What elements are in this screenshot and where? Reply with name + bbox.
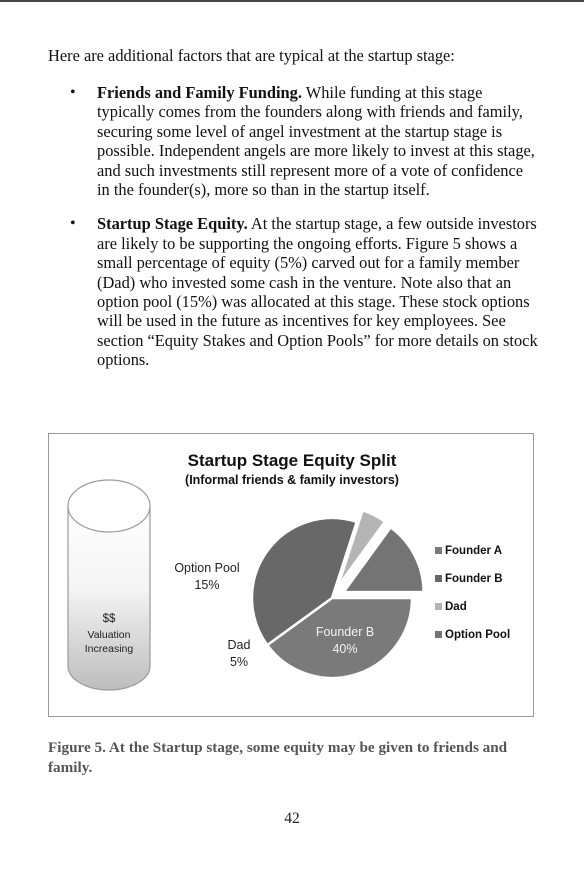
top-border [0, 0, 584, 2]
cylinder-body [68, 506, 150, 690]
legend-entry: Option Pool [445, 629, 511, 641]
bullet-text: While funding at this stage typically comes from the founders along with friends and family, securing some level of angel investment at the startup stage is possible. Independent angels are more likely to invest at this stage, and such investments still represent more of a vote of confidence in the founder(s), more so than in the startup itself. [97, 83, 535, 200]
chart-subtitle: (Informal friends & family investors) [185, 473, 399, 487]
page-number: 42 [284, 810, 300, 827]
slice-label-value: 15% [194, 578, 220, 592]
cylinder-top [68, 480, 150, 532]
bullet-title: Startup Stage Equity. [97, 214, 248, 234]
slice-label-value: 5% [229, 655, 249, 669]
bullet-dot: • [70, 215, 76, 233]
slice-label-name: Founder B [315, 625, 375, 639]
bullet-title: Friends and Family Funding. [97, 83, 302, 102]
list-item-startup-equity [70, 214, 538, 369]
bullet-text: At the startup stage, a few outside investors are likely to be supporting the ongoing efforts. Figure 5 shows a small percentage of equity (5%) carved out for a family member (Dad) who invested some cash in the venture. Note also that an option pool (15%) was allocated at this stage. These stock options will be used in the future as incentives for key employees. See section “Equity Stakes and Option Pools” for more details on stock options. [97, 214, 538, 370]
legend-swatch [435, 603, 442, 610]
legend-entry: Dad [445, 601, 467, 613]
figure-box [48, 433, 534, 717]
bullet-list [70, 83, 538, 385]
bullet-dot: • [70, 84, 76, 101]
cylinder-label-dollars: $$ [102, 613, 116, 625]
cylinder-label-valuation: Valuation [87, 629, 131, 641]
legend-entry: Founder B [445, 573, 503, 585]
figure-caption: Figure 5. At the Startup stage, some equity may be given to friends and family. [48, 739, 508, 776]
legend-swatch [435, 575, 442, 582]
list-item-friends-family [70, 83, 538, 199]
slice-label-name: Option Pool [174, 561, 240, 575]
slice-label-name: Dad [227, 638, 251, 652]
pie-chart [174, 510, 423, 678]
slice-label-value: 40% [332, 642, 358, 656]
cylinder-label-increasing: Increasing [84, 643, 134, 655]
legend-swatch [435, 547, 442, 554]
equity-split-figure [49, 434, 533, 716]
chart-title: Startup Stage Equity Split [187, 451, 397, 470]
legend-entry: Founder A [445, 545, 503, 557]
intro-paragraph: Here are additional factors that are typical at the startup stage: [48, 46, 455, 65]
legend-swatch [435, 631, 442, 638]
valuation-cylinder [68, 480, 150, 690]
chart-legend [435, 545, 510, 641]
